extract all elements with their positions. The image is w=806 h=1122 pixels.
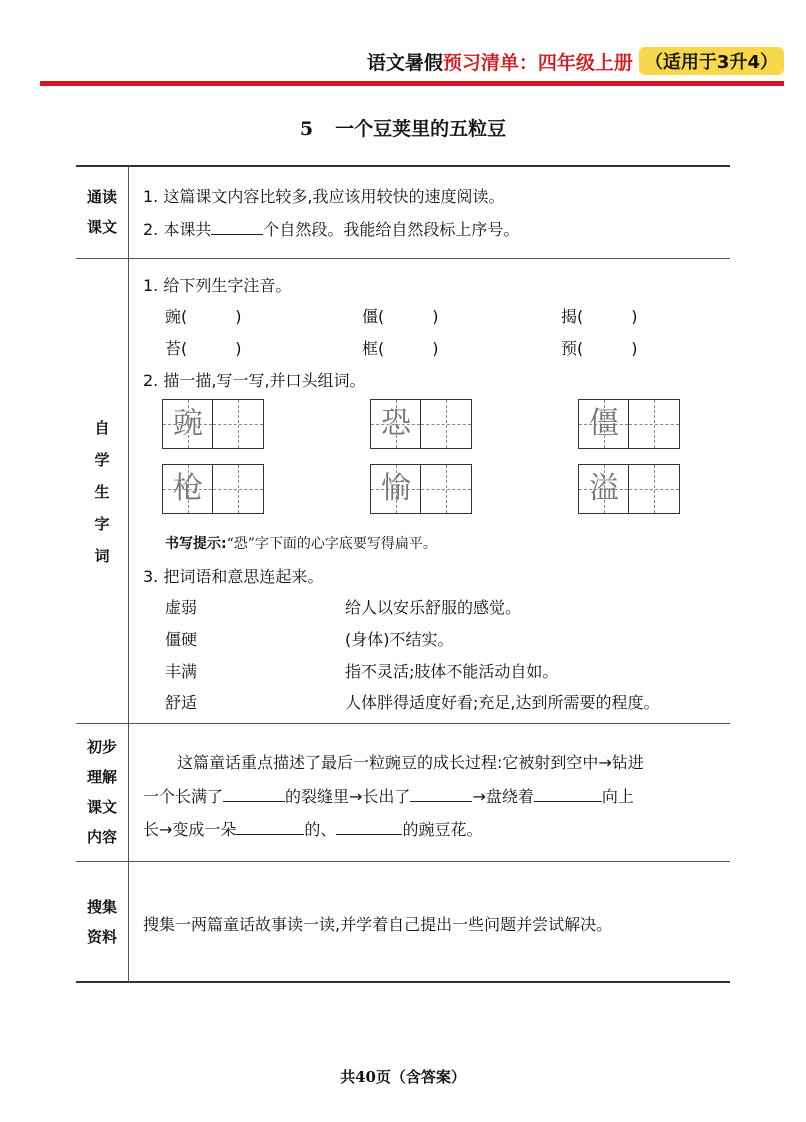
page-footer: 共40页（含答案） <box>340 1068 466 1086</box>
paren: ) <box>235 339 242 358</box>
section-label-understand <box>76 732 128 852</box>
pinyin-char: 预( <box>561 339 584 358</box>
writing-grid[interactable] <box>370 464 472 514</box>
label-char: 自 <box>94 419 110 437</box>
header-part1: 语文暑假 <box>366 51 443 74</box>
match-left-item[interactable]: 丰满 <box>165 662 198 681</box>
read-item-2-after: 个自然段。我能给自然段标上序号。 <box>263 220 520 239</box>
trace-char: 愉 <box>381 471 411 506</box>
paren: ) <box>432 339 439 358</box>
pinyin-char: 框( <box>362 339 385 358</box>
text-part: 的裂缝里→长出了 <box>285 787 411 806</box>
pinyin-char: 豌( <box>165 307 188 326</box>
row-divider <box>76 861 730 862</box>
answer-blank[interactable] <box>211 218 263 235</box>
match-right-item[interactable]: (身体)不结实。 <box>345 630 454 649</box>
label-line: 初步 <box>86 738 117 756</box>
writing-hint <box>165 533 437 553</box>
understand-line-1: 这篇童话重点描述了最后一粒豌豆的成长过程:它被射到空中→钻进 <box>177 753 644 772</box>
match-left-item[interactable]: 舒适 <box>165 693 198 712</box>
words-q1: 1. 给下列生字注音。 <box>143 276 292 295</box>
lesson-title <box>0 114 806 141</box>
writing-grid[interactable] <box>578 464 680 514</box>
answer-blank[interactable] <box>336 818 402 835</box>
read-item-2-before: 2. 本课共 <box>143 220 212 239</box>
section-label-collect <box>76 892 128 952</box>
paren: ) <box>235 307 242 326</box>
section-label-words <box>76 412 128 572</box>
trace-char: 豌 <box>173 406 203 441</box>
lesson-number: 5 <box>299 118 314 140</box>
pinyin-item[interactable] <box>165 336 242 359</box>
match-left-item[interactable]: 虚弱 <box>165 598 198 617</box>
text-part: →盘绕着 <box>472 787 534 806</box>
paren: ) <box>631 307 638 326</box>
words-q3: 3. 把词语和意思连起来。 <box>143 567 324 586</box>
header-part2: 预习清单：四年级上册 <box>442 51 633 74</box>
words-q2: 2. 描一描,写一写,并口头组词。 <box>143 371 366 390</box>
label-line: 内容 <box>86 828 117 846</box>
label-line: 资料 <box>86 928 117 946</box>
match-right-item[interactable]: 给人以安乐舒服的感觉。 <box>345 598 522 617</box>
label-line: 课文 <box>86 798 117 816</box>
answer-blank[interactable] <box>236 818 304 835</box>
text-part: 的、 <box>304 820 337 839</box>
match-right-item[interactable]: 指不灵活;肢体不能活动自如。 <box>345 662 559 681</box>
page-header <box>367 45 784 77</box>
label-line: 通读 <box>86 188 117 206</box>
label-line: 理解 <box>86 768 117 786</box>
collect-text: 搜集一两篇童话故事读一读,并学着自己提出一些问题并尝试解决。 <box>143 915 613 934</box>
hint-label: 书写提示: <box>165 536 227 552</box>
answer-blank[interactable] <box>534 785 602 802</box>
label-char: 字 <box>94 515 110 533</box>
label-line: 课文 <box>86 218 117 236</box>
paren: ) <box>631 339 638 358</box>
header-badge: （适用于3升4） <box>639 47 784 75</box>
header-divider <box>40 81 784 86</box>
row-divider <box>76 723 730 724</box>
writing-grid[interactable] <box>370 399 472 449</box>
trace-char: 溢 <box>589 471 619 506</box>
pinyin-char: 揭( <box>561 307 584 326</box>
column-divider <box>128 166 129 982</box>
label-char: 学 <box>94 451 110 469</box>
pinyin-item[interactable] <box>561 304 638 327</box>
writing-grid[interactable] <box>162 399 264 449</box>
text-part: 长→变成一朵 <box>143 820 237 839</box>
pinyin-char: 苔( <box>165 339 188 358</box>
label-char: 生 <box>94 483 110 501</box>
answer-blank[interactable] <box>410 785 472 802</box>
read-item-1: 1. 这篇课文内容比较多,我应该用较快的速度阅读。 <box>143 187 505 206</box>
label-line: 搜集 <box>86 898 117 916</box>
row-divider <box>76 258 730 259</box>
table-top-border <box>76 165 730 167</box>
paren: ) <box>432 307 439 326</box>
table-bottom-border <box>76 981 730 983</box>
writing-grid[interactable] <box>162 464 264 514</box>
text-part: 向上 <box>601 787 634 806</box>
match-left-item[interactable]: 僵硬 <box>165 630 198 649</box>
read-item-2 <box>143 217 519 240</box>
writing-grid[interactable] <box>578 399 680 449</box>
pinyin-item[interactable] <box>561 336 638 359</box>
trace-char: 恐 <box>381 406 411 441</box>
trace-char: 枪 <box>173 471 203 506</box>
match-right-item[interactable]: 人体胖得适度好看;充足,达到所需要的程度。 <box>345 693 660 712</box>
answer-blank[interactable] <box>223 785 285 802</box>
hint-text: “恐”字下面的心字底要写得扁平。 <box>226 536 437 552</box>
pinyin-item[interactable] <box>362 336 439 359</box>
understand-line-2 <box>143 784 634 807</box>
text-part: 一个长满了 <box>143 787 224 806</box>
lesson-title-text: 一个豆荚里的五粒豆 <box>335 118 507 140</box>
section-label-read <box>76 182 128 242</box>
trace-char: 僵 <box>589 406 619 441</box>
text-part: 的豌豆花。 <box>402 820 483 839</box>
pinyin-item[interactable] <box>362 304 439 327</box>
pinyin-char: 僵( <box>362 307 385 326</box>
label-char: 词 <box>94 547 110 565</box>
pinyin-item[interactable] <box>165 304 242 327</box>
understand-line-3 <box>143 817 482 840</box>
